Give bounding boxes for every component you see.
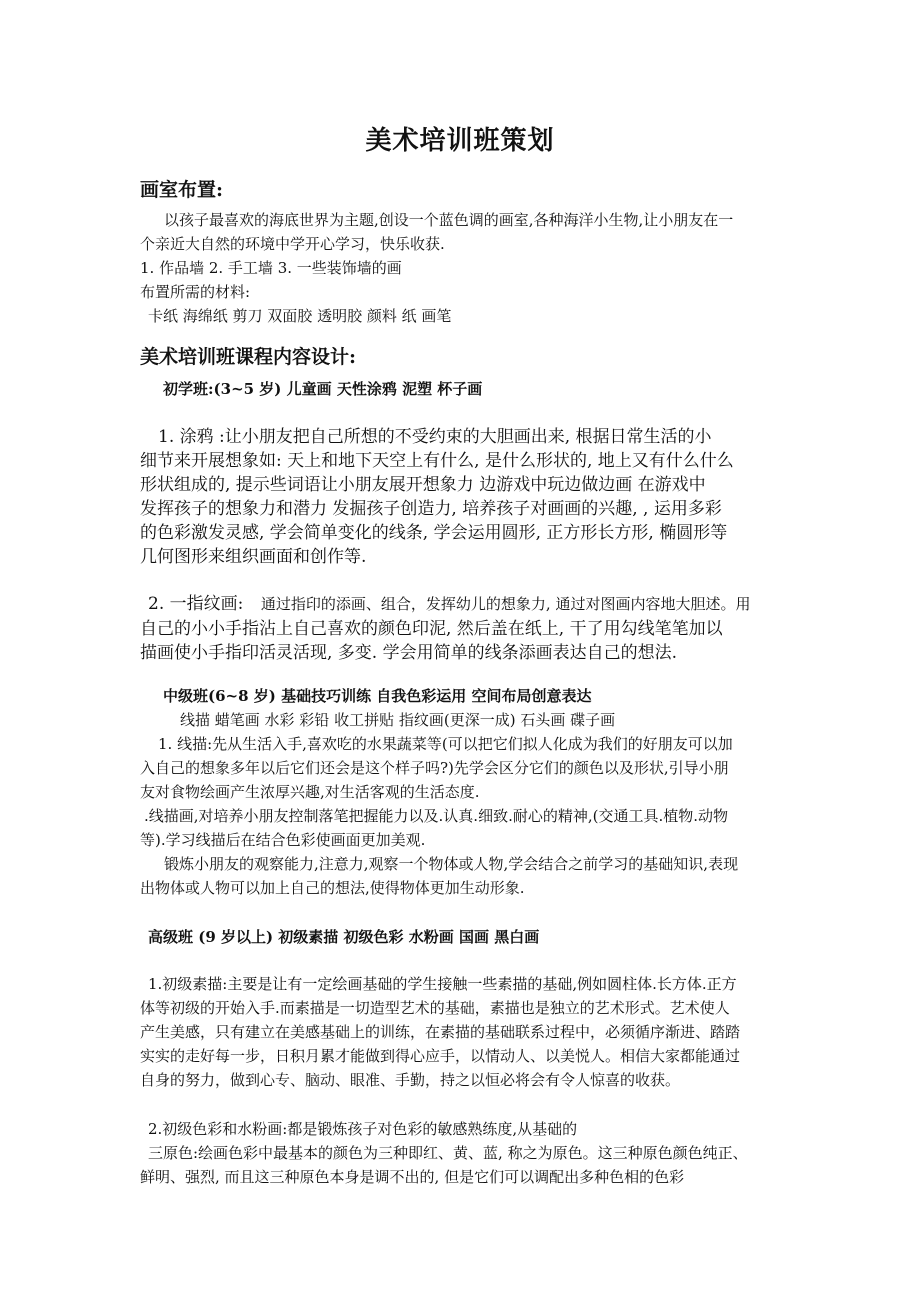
section-heading-course: 美术培训班课程内容设计: (140, 346, 357, 368)
intermediate-line-1: 1. 线描:先从生活入手,喜欢吃的水果蔬菜等(可以把它们拟人化成为我们的好朋友可以加 (158, 735, 733, 753)
beginner-item1-line-4: 发挥孩子的想象力和潜力 发掘孩子创造力, 培养孩子对画画的兴趣, , 运用多彩 (140, 499, 722, 519)
room-materials-label: 布置所需的材料: (140, 283, 251, 301)
beginner-item2-first-line (148, 594, 750, 614)
advanced-item1-line-2: 体等初级的开始入手.而素描是一切造型艺术的基础，素描也是独立的艺术形式。艺术使人 (140, 999, 730, 1017)
intermediate-line-7: 出物体或人物可以加上自己的想法,使得物体更加生动形象. (140, 879, 525, 897)
beginner-item1-line-1: 1. 涂鸦 :让小朋友把自己所想的不受约束的大胆画出来, 根据日常生活的小 (158, 427, 712, 447)
beginner-item2-first-text: 通过指印的添画、组合，发挥幼儿的想象力, 通过对图画内容地大胆述。用 (260, 595, 751, 613)
room-wall-list: 1. 作品墙 2. 手工墙 3. 一些装饰墙的画 (140, 259, 402, 277)
document-title: 美术培训班策划 (365, 126, 555, 156)
advanced-item2-line-3: 鲜明、强烈, 而且这三种原色本身是调不出的, 但是它们可以调配出多种色相的色彩 (140, 1168, 685, 1186)
beginner-item1-line-6: 几何图形来组织画面和创作等. (140, 547, 367, 567)
advanced-item1-line-1: 1.初级素描:主要是让有一定绘画基础的学生接触一些素描的基础,例如圆柱体.长方体.正方 (148, 975, 737, 993)
intermediate-line-5: 等).学习线描后在结合色彩使画面更加美观. (140, 831, 426, 849)
room-materials-list: 卡纸 海绵纸 剪刀 双面胶 透明胶 颜料 纸 画笔 (148, 307, 452, 325)
intermediate-class-header: 中级班(6~8 岁) 基础技巧训练 自我色彩运用 空间布局创意表达 (163, 687, 592, 705)
advanced-class-header: 高级班 (9 岁以上) 初级素描 初级色彩 水粉画 国画 黑白画 (148, 928, 540, 946)
beginner-item1-line-2: 细节来开展想象如: 天上和地下天空上有什么, 是什么形状的, 地上又有什么什么 (140, 451, 734, 471)
beginner-item1-line-3: 形状组成的, 提示些词语让小朋友展开想象力 边游戏中玩边做边画 在游戏中 (140, 475, 706, 495)
beginner-item1-line-5: 的色彩激发灵感, 学会简单变化的线条, 学会运用圆形, 正方形长方形, 椭圆形等 (140, 523, 728, 543)
beginner-item2-label: 2. 一指纹画: (148, 594, 244, 614)
intermediate-subjects: 线描 蜡笔画 水彩 彩铅 收工拼贴 指纹画(更深一成) 石头画 碟子画 (180, 711, 616, 729)
advanced-item1-line-3: 产生美感，只有建立在美感基础上的训练，在素描的基础联系过程中，必须循序渐进、踏踏 (140, 1023, 741, 1041)
intermediate-line-4: .线描画,对培养小朋友控制落笔把握能力以及.认真.细致.耐心的精神,(交通工具.植物.动物 (144, 807, 729, 825)
intermediate-line-6: 锻炼小朋友的观察能力,注意力,观察一个物体或人物,学会结合之前学习的基础知识,表现 (164, 855, 739, 873)
room-line-2: 个亲近大自然的环境中学开心学习，快乐收获. (140, 235, 445, 253)
room-line-1: 以孩子最喜欢的海底世界为主题,创设一个蓝色调的画室,各种海洋小生物,让小朋友在一 (164, 211, 734, 229)
intermediate-line-2: 入自己的想象多年以后它们还会是这个样子吗?)先学会区分它们的颜色以及形状,引导小朋 (140, 759, 729, 777)
advanced-item1-line-5: 自身的努力，做到心专、脑动、眼准、手勤，持之以恒必将会有令人惊喜的收获。 (140, 1071, 681, 1089)
advanced-item2-line-1: 2.初级色彩和水粉画:都是锻炼孩子对色彩的敏感熟练度,从基础的 (148, 1120, 578, 1138)
advanced-item2-line-2: 三原色:绘画色彩中最基本的颜色为三种即红、黄、蓝, 称之为原色。这三种原色颜色纯正、 (148, 1144, 748, 1162)
section-heading-room: 画室布置: (140, 179, 224, 201)
advanced-item1-line-4: 实实的走好每一步，日积月累才能做到得心应手，以情动人、以美悦人。相信大家都能通过 (140, 1047, 741, 1065)
beginner-item2-line-3: 描画使小手指印活灵活现, 多变. 学会用简单的线条添画表达自己的想法. (140, 643, 678, 663)
beginner-class-header: 初学班:(3~5 岁) 儿童画 天性涂鸦 泥塑 杯子画 (163, 380, 483, 398)
beginner-item2-line-2: 自己的小小手指沾上自己喜欢的颜色印泥, 然后盖在纸上, 干了用勾线笔笔加以 (140, 619, 723, 639)
intermediate-line-3: 友对食物绘画产生浓厚兴趣,对生活客观的生活态度. (140, 783, 480, 801)
